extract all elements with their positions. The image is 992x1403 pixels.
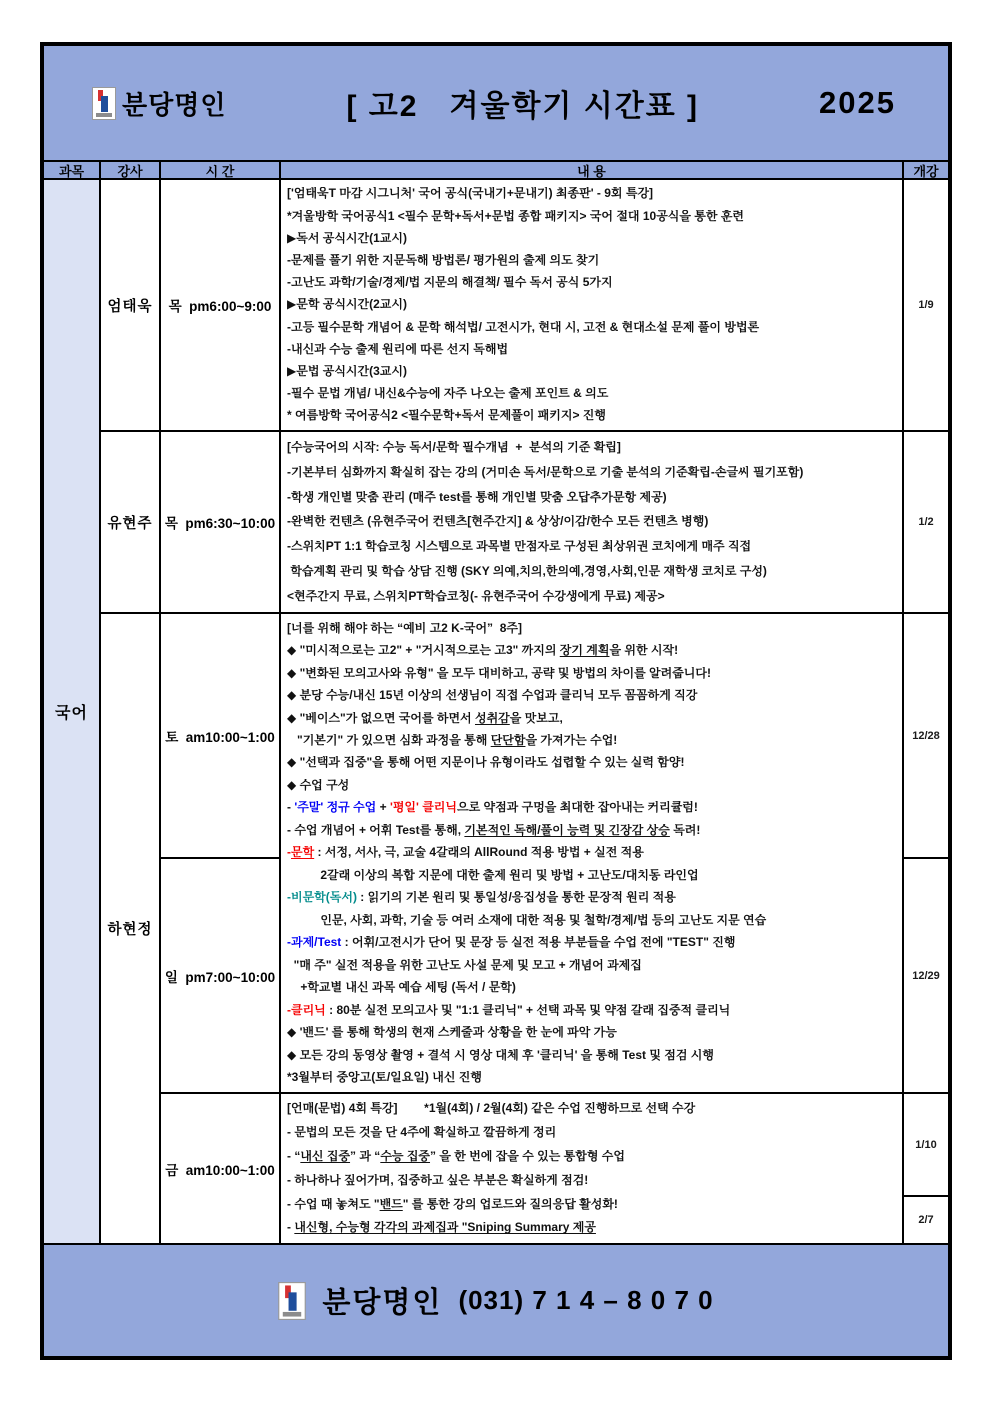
start-date-cell: 1/9	[904, 180, 948, 430]
content-line: 인문, 사회, 과학, 기술 등 여러 소재에 대한 적용 및 철학/경제/법 등의 고난도 지문 연습	[287, 913, 767, 927]
content-line: ▶독서 공식시간(1교시)	[287, 231, 407, 245]
start-date-cell: 2/7	[904, 1197, 948, 1243]
start-date-cell: 12/29	[904, 859, 948, 1092]
content-line: *겨울방학 국어공식1 <필수 문학+독서+문법 종합 패키지> 국어 절대 10공식을 통한 훈련	[287, 209, 745, 223]
content-block-yoohyunjoo	[281, 432, 902, 612]
content-line: *3월부터 중앙고(토/일요일) 내신 진행	[287, 1071, 482, 1085]
start-date-cell: 1/2	[904, 432, 948, 612]
content-line: * 여름방학 국어공식2 <필수문학+독서 문제풀이 패키지> 진행	[287, 409, 606, 423]
content-line: -과제/Test : 어휘/고전시가 단어 및 문장 등 실전 적용 부분들을 수업 전에 "TEST" 진행	[287, 936, 736, 950]
start-date-cell: 1/10	[904, 1094, 948, 1195]
time-cell: 목 pm6:30~10:00	[161, 432, 279, 612]
academy-logo-icon	[278, 1282, 306, 1320]
content-line: <현주간지 무료, 스위치PT학습코칭(- 유현주국어 수강생에게 무료) 제공>	[287, 589, 665, 603]
content-line: ◆ "변화된 모의고사와 유형" 을 모두 대비하고, 공략 및 방법의 차이를 알려줍니다!	[287, 666, 711, 680]
instructor-cell: 엄태욱	[101, 180, 159, 430]
content-line: - 수업 때 놓쳐도 "밴드" 를 통한 강의 업로드와 질의응답 활성화!	[287, 1197, 618, 1211]
content-block-hahyunjung-weekend	[281, 614, 902, 1092]
footer-phone-number: (031) 7 1 4 – 8 0 7 0	[458, 1285, 714, 1315]
content-line: ['엄태욱T 마감 시그니처' 국어 공식(국내기+문내기) 최종판' - 9회 특강]	[287, 187, 654, 201]
content-line: ◆ '밴드' 를 통해 학생의 현재 스케줄과 상황을 한 눈에 파악 가능	[287, 1026, 617, 1040]
time-cell: 금 am10:00~1:00	[161, 1094, 279, 1243]
column-header-start: 개강	[904, 162, 948, 178]
content-line: -고등 필수문학 개념어 & 문학 해석법/ 고전시가, 현대 시, 고전 & 현대소설 문제 풀이 방법론	[287, 320, 760, 334]
content-line: -스위치PT 1:1 학습코칭 시스템으로 과목별 만점자로 구성된 최상위권 코치에게 매주 직접	[287, 540, 752, 554]
content-line: ▶문학 공식시간(2교시)	[287, 298, 407, 312]
column-header-instructor: 강사	[101, 162, 159, 178]
header-logo	[92, 85, 226, 122]
content-line: -문제를 풀기 위한 지문독해 방법론/ 평가원의 출제 의도 찾기	[287, 254, 600, 267]
content-line: ◆ 분당 수능/내신 15년 이상의 선생님이 직접 수업과 클리닉 모두 꼼꼼하게 직강	[287, 689, 698, 703]
year-label: 2025	[819, 85, 896, 120]
content-line: "매 주" 실전 적용을 위한 고난도 사설 문제 및 모고 + 개념어 과제집	[287, 958, 642, 972]
content-line: -고난도 과학/기술/경제/법 지문의 해결책/ 필수 독서 공식 5가지	[287, 276, 613, 290]
content-line: "기본기" 가 있으면 심화 과정을 통해 단단함을 가져가는 수업!	[287, 733, 618, 747]
content-line: ◆ "선택과 집중"을 통해 어떤 지문이나 유형이라도 섭렵할 수 있는 실력 함양!	[287, 756, 685, 770]
footer-band	[44, 1245, 948, 1356]
content-line: - 하나하나 짚어가며, 집중하고 싶은 부분은 확실하게 점검!	[287, 1173, 589, 1187]
content-line: ◆ "미시적으로는 고2" + "거시적으로는 고3" 까지의 장기 계획을 위한 시작!	[287, 644, 679, 658]
page-title: [ 고2 겨울학기 시간표 ]	[346, 90, 699, 123]
content-line: -문학 : 서정, 서사, 극, 교술 4갈래의 AllRound 적용 방법 + 실전 적용	[287, 846, 644, 860]
time-cell: 토 am10:00~1:00	[161, 614, 279, 857]
content-line: 학습계획 관리 및 학습 상담 진행 (SKY 의예,치의,한의예,경영,사회,인문 재학생 코치로 구성)	[287, 565, 767, 579]
timetable-sheet	[40, 42, 952, 1360]
instructor-cell: 유현주	[101, 432, 159, 612]
content-line: -기본부터 심화까지 확실히 잡는 강의 (거미손 독서/문학으로 기출 분석의 기준확립-손글씨 필기포함)	[287, 465, 804, 479]
content-line: -내신과 수능 출제 원리에 따른 선지 독해법	[287, 342, 509, 356]
content-line: - '주말' 정규 수업 + '평일' 클리닉으로 약점과 구멍을 최대한 잡아내는 커리큘럼!	[287, 801, 698, 815]
content-line: ◆ "베이스"가 없으면 국어를 하면서 성취감을 맛보고,	[287, 711, 563, 725]
content-line: [너를 위해 해야 하는 “예비 고2 K-국어” 8주]	[287, 621, 522, 635]
content-line: -완벽한 컨텐츠 (유현주국어 컨텐츠[현주간지] & 상상/이감/한수 모든 컨텐츠 병행)	[287, 515, 709, 529]
content-line: -필수 문법 개념/ 내신&수능에 자주 나오는 출제 포인트 & 의도	[287, 387, 609, 401]
schedule-table	[44, 160, 948, 1245]
header-band	[44, 46, 948, 160]
column-header-time: 시 간	[161, 162, 279, 178]
content-line: - “내신 집중” 과 “수능 집중” 을 한 번에 잡을 수 있는 통합형 수업	[287, 1149, 625, 1163]
content-line: - 내신형, 수능형 각각의 과제집과 "Sniping Summary 제공	[287, 1221, 596, 1235]
content-line: ◆ 모든 강의 동영상 촬영 + 결석 시 영상 대체 후 '클리닉' 을 통해 Test 및 점검 시행	[287, 1048, 714, 1062]
content-line: +학교별 내신 과목 예습 세팅 (독서 / 문학)	[287, 981, 516, 995]
content-line: -학생 개인별 맞춤 관리 (매주 test를 통해 개인별 맞춤 오답추가문항 제공)	[287, 490, 667, 504]
subject-cell-korean: 국어	[44, 180, 99, 1243]
time-cell: 목 pm6:00~9:00	[161, 180, 279, 430]
content-line: -비문학(독서) : 읽기의 기본 원리 및 통일성/응집성을 통한 문장적 원리 적용	[287, 891, 676, 905]
time-cell: 일 pm7:00~10:00	[161, 859, 279, 1092]
footer-logo-text: 분당명인	[322, 1287, 443, 1319]
academy-logo-icon	[92, 87, 116, 120]
start-date-cell: 12/28	[904, 614, 948, 857]
content-line: ▶문법 공식시간(3교시)	[287, 364, 407, 378]
content-line: -클리닉 : 80분 실전 모의고사 및 "1:1 클리닉" + 선택 과목 및 약점 갈래 집중적 클리닉	[287, 1003, 731, 1017]
content-block-eomtaewook	[281, 180, 902, 430]
column-header-subject: 과목	[44, 162, 99, 178]
content-line: [수능국어의 시작: 수능 독서/문학 필수개념 + 분석의 기준 확립]	[287, 440, 621, 454]
content-line: 2갈래 이상의 복합 지문에 대한 출제 원리 및 방법 + 고난도/대치동 라인업	[287, 868, 699, 882]
content-line: - 수업 개념어 + 어휘 Test를 통해, 기본적인 독해/풀이 능력 및 긴장감 상승 독려!	[287, 823, 701, 837]
column-header-content: 내 용	[281, 162, 902, 178]
header-logo-text: 분당명인	[122, 89, 227, 120]
footer-logo	[278, 1280, 713, 1321]
instructor-cell: 하현정	[101, 614, 159, 1243]
content-line: ◆ 수업 구성	[287, 778, 350, 792]
content-line: - 문법의 모든 것을 단 4주에 확실하고 깔끔하게 정리	[287, 1126, 557, 1140]
content-block-hahyunjung-friday	[281, 1094, 902, 1243]
content-line: [언매(문법) 4회 특강] *1월(4회) / 2월(4회) 같은 수업 진행하므로 선택 수강	[287, 1102, 696, 1116]
